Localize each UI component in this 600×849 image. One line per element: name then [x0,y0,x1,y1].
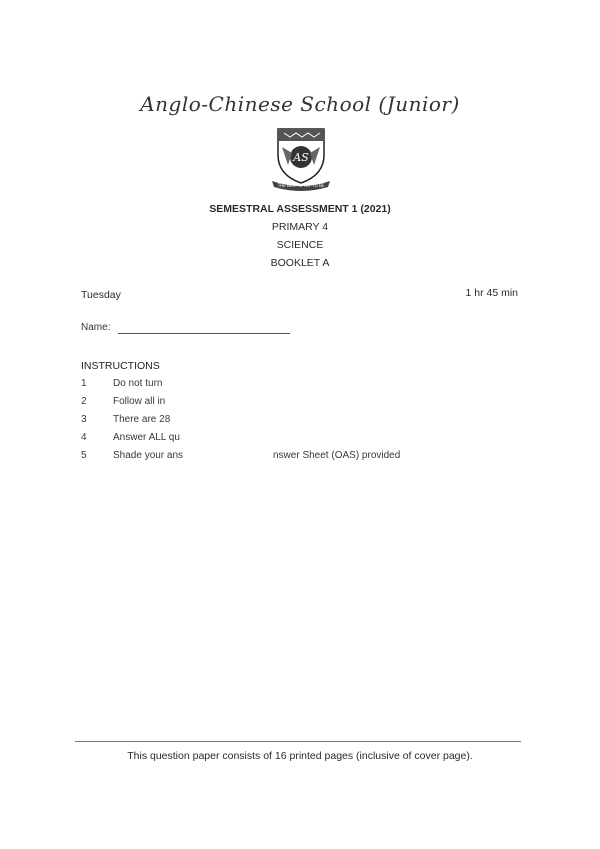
instruction-number: 3 [81,414,87,425]
assessment-title: SEMESTRAL ASSESSMENT 1 (2021) [209,203,391,215]
crest-motto: THE BEST IS YET TO BE [277,183,325,188]
booklet-title: BOOKLET A [270,257,330,269]
exam-day: Tuesday [81,289,121,301]
instruction-item [81,450,521,464]
instruction-number: 2 [81,396,87,407]
name-label: Name: [81,322,111,333]
footer-divider [75,741,521,742]
instruction-text: There are 28 [113,414,171,425]
instruction-item [81,378,521,392]
exam-duration: 1 hr 45 min [465,287,518,299]
name-field-line[interactable] [118,333,290,334]
instruction-text: Follow all in [113,396,166,407]
instruction-text: Shade your ans [113,450,184,461]
school-name: Anglo-Chinese School (Junior) [140,92,460,116]
instruction-item [81,432,521,446]
subject-title: SCIENCE [276,239,324,251]
instruction-item [81,396,521,410]
instruction-number: 4 [81,432,87,443]
instructions-title: INSTRUCTIONS [81,360,160,372]
level-title: PRIMARY 4 [271,221,329,233]
instruction-number: 5 [81,450,87,461]
instruction-text: Answer ALL qu [113,432,180,443]
instruction-text-tail: nswer Sheet (OAS) provided [273,450,401,461]
instruction-item [81,414,521,428]
footer-note: This question paper consists of 16 printed pages (inclusive of cover page). [127,750,473,762]
instruction-number: 1 [81,378,87,389]
instruction-text: Do not turn [113,378,163,389]
school-crest-icon [270,125,332,191]
svg-text:AS: AS [293,151,309,164]
